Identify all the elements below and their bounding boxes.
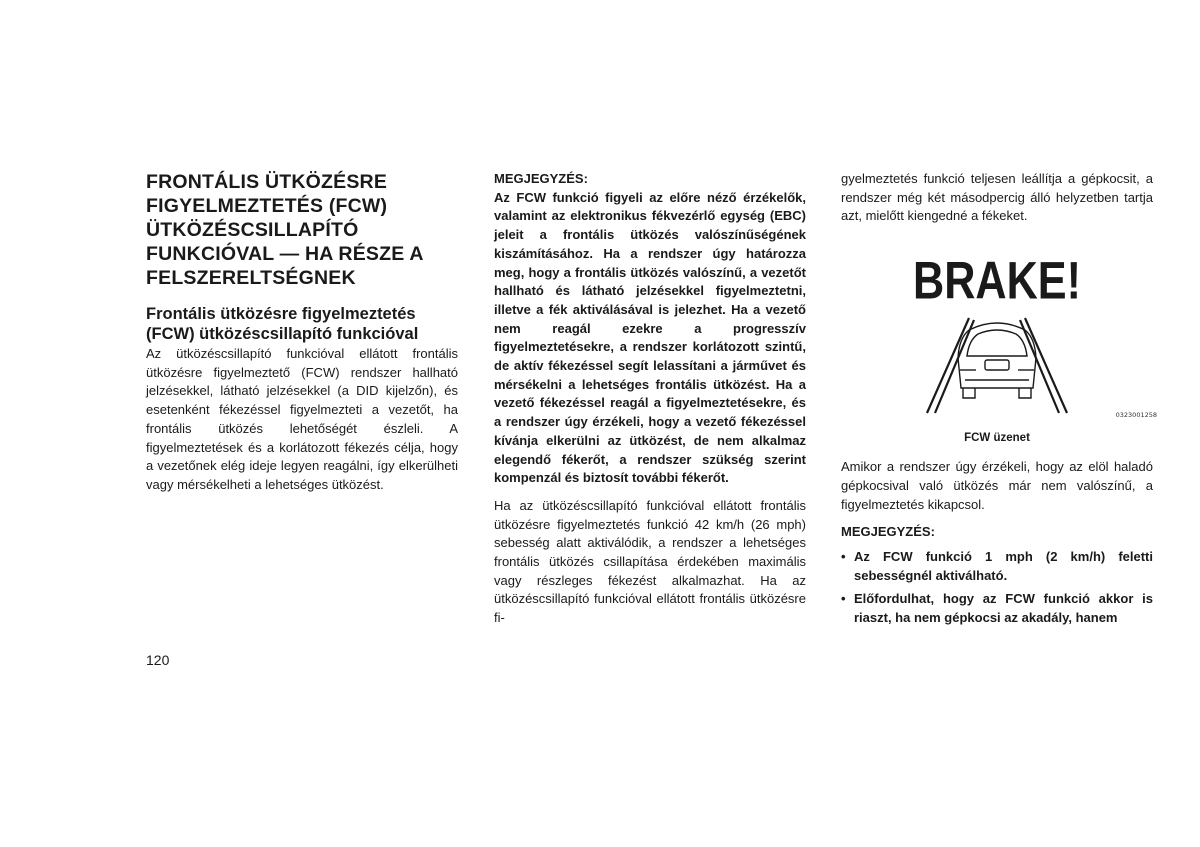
brake-text: BRAKE! [913, 251, 1081, 310]
list-item: • Az FCW funkció 1 mph (2 km/h) feletti sebességnél aktiválható. [841, 548, 1153, 585]
car-rear-icon [958, 323, 1036, 398]
list-item: • Előfordulhat, hogy az FCW funkció akkor is riaszt, ha nem gépkocsi az akadály, hanem [841, 590, 1153, 627]
intro-paragraph: Az ütközéscsillapító funkcióval ellátott frontális ütközésre figyelmeztető (FCW) rendszer hallható jelzésekkel, látható jelzésekkel (a DID kijelzőn), és esetenként fékezéssel figyelmezteti a vezetőt, ha frontális ütközés lehetőségét észleli. A figyelmeztetések és a korlátozott fékezés célja, hogy a vezetőnek elég ideje legyen reagálni, így elkerülheti vagy mérsékelheti a lehetséges ütközést. [146, 346, 458, 492]
braking-paragraph: Ha az ütközéscsillapító funkcióval ellátott frontális ütközésre figyelmeztetés funkció 42 km/h (26 mph) sebesség alatt aktiválódik, a rendszer a lehetséges frontális ütközés csillapítása érdekében maximális vagy részleges fékezést alkalmazhat. Ha az ütközéscsillapító funkcióval ellátott frontális ütközésre fi- [494, 497, 806, 626]
section-heading: FRONTÁLIS ÜTKÖZÉSRE FIGYELMEZTETÉS (FCW) ÜTKÖZÉSCSILLAPÍTÓ FUNKCIÓVAL — HA RÉSZE A FELSZERELTSÉGNEK [146, 171, 423, 289]
brake-warning-illustration [841, 248, 1153, 423]
continued-paragraph: gyelmeztetés funkció teljesen leállítja a gépkocsit, a rendszer még két másodpercig álló helyzetben tartja azt, mielőtt kiengedné a fékeket. [841, 171, 1153, 224]
fcw-figure [841, 248, 1157, 423]
column-left [146, 170, 458, 495]
note-text: Az FCW funkció figyeli az előre néző érzékelők, valamint az elektronikus fékvezérlő egység (EBC) jeleit a frontális ütközés valószínűségének kiszámításához. Ha a rendszer úgy határozza meg, hogy a frontális ütközés valószínű, a vezetőt hallható és látható jelzésekkel figyelmeztetni, illetve a fék aktiválásával is jelezhet. Ha a vezető nem reagál ezekre a progresszív figyelmeztetésekre, a rendszer korlátozott szintű, de aktív fékezéssel segít lelassítani a járművet és mérsékelni a lehetséges frontális ütközést. Ha a vezető fékezéssel reagál a figyelmeztetésekre, és a rendszer úgy érzékeli, hogy a vezető fékezéssel kívánja elkerülni az ütközést, de nem alkalmaz elegendő fékerőt, a rendszer szükség szerint kompenzál és biztosít további fékerőt. [494, 189, 806, 486]
note-title-2: MEGJEGYZÉS: [841, 524, 935, 540]
figure-caption: FCW üzenet [964, 432, 1030, 445]
deactivation-paragraph: Amikor a rendszer úgy érzékeli, hogy az elöl haladó gépkocsival való ütközés már nem valószínű, a figyelmeztetés kikapcsol. [841, 459, 1153, 512]
column-right [841, 170, 1157, 633]
note-list [841, 548, 1153, 628]
note-title: MEGJEGYZÉS: [494, 171, 588, 186]
subsection-heading: Frontális ütközésre figyelmeztetés (FCW) ütközéscsillapító funkcióval [146, 305, 419, 343]
page-number: 120 [146, 652, 170, 668]
road-lines-icon [927, 318, 1067, 413]
column-middle [494, 170, 806, 628]
figure-code: 0323001258 [1115, 411, 1157, 420]
